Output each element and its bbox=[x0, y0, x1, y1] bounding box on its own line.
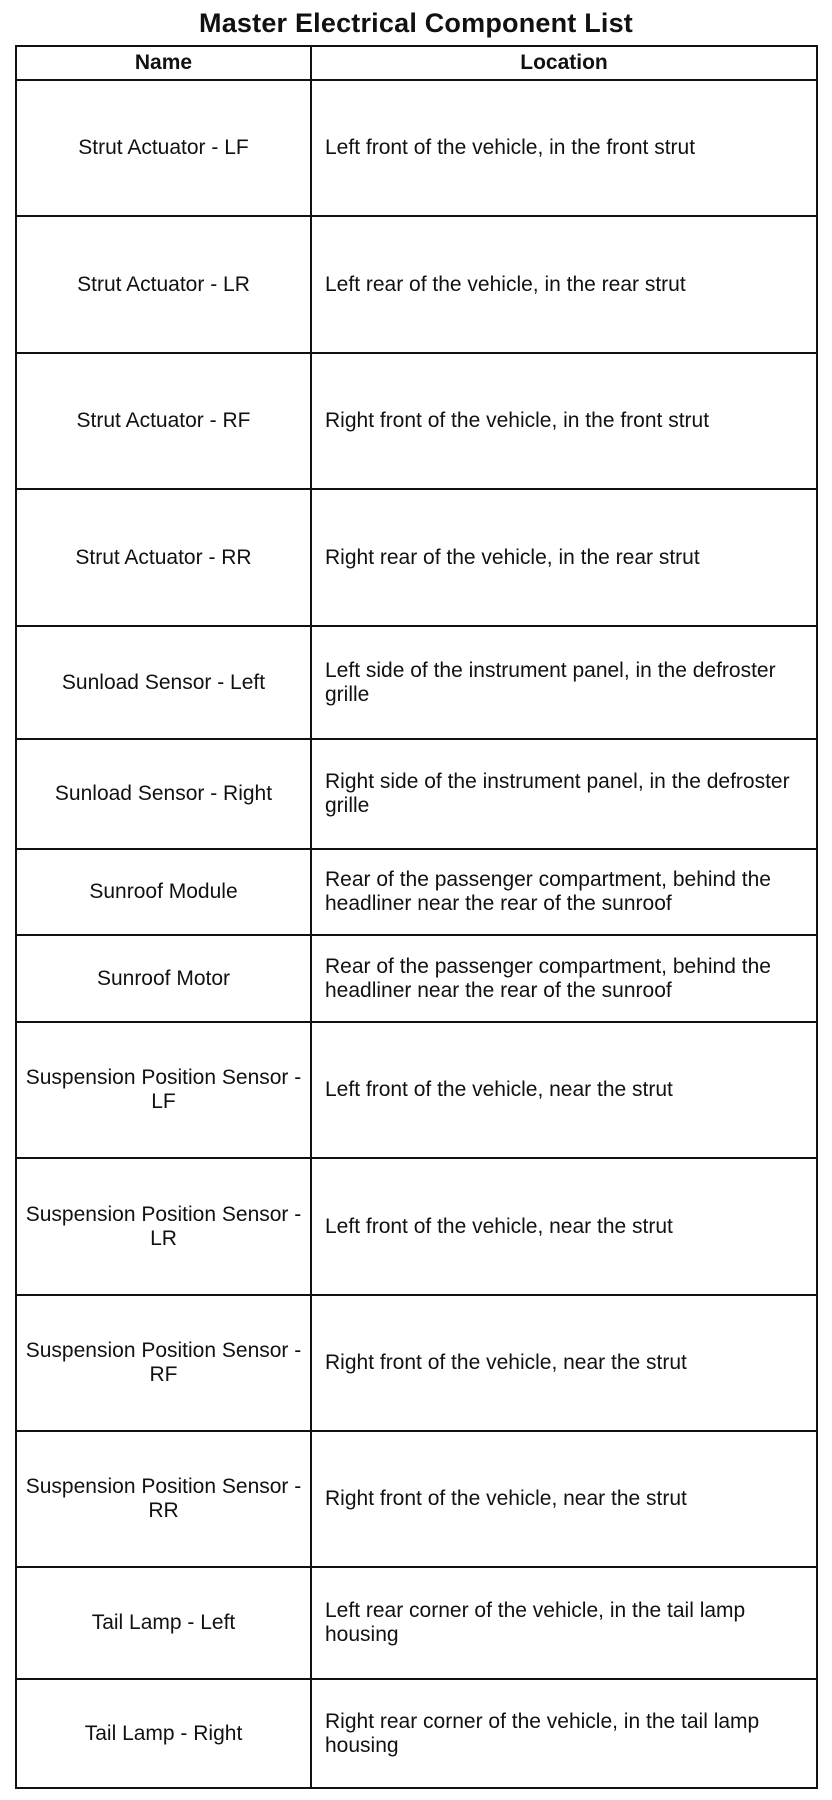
component-location-cell: Right rear corner of the vehicle, in the tail lamp housing bbox=[311, 1679, 817, 1788]
table-row bbox=[16, 489, 817, 626]
component-location-cell: Left front of the vehicle, near the strut bbox=[311, 1022, 817, 1158]
component-location-cell: Right front of the vehicle, near the strut bbox=[311, 1431, 817, 1567]
table-row bbox=[16, 739, 817, 849]
component-location-cell: Rear of the passenger compartment, behind the headliner near the rear of the sunroof bbox=[311, 935, 817, 1022]
name-column-header: Name bbox=[16, 46, 311, 80]
component-name-cell: Sunload Sensor - Left bbox=[16, 626, 311, 739]
component-name-cell: Tail Lamp - Left bbox=[16, 1567, 311, 1679]
component-name-cell: Strut Actuator - RR bbox=[16, 489, 311, 626]
table-row bbox=[16, 935, 817, 1022]
component-location-cell: Left front of the vehicle, near the strut bbox=[311, 1158, 817, 1295]
table-row bbox=[16, 353, 817, 489]
component-location-cell: Right rear of the vehicle, in the rear strut bbox=[311, 489, 817, 626]
component-name-cell: Sunroof Motor bbox=[16, 935, 311, 1022]
table-row bbox=[16, 1431, 817, 1567]
component-name-cell: Strut Actuator - LR bbox=[16, 216, 311, 353]
table-row bbox=[16, 80, 817, 216]
table-row bbox=[16, 1158, 817, 1295]
table-row bbox=[16, 216, 817, 353]
table-header-row bbox=[16, 46, 817, 80]
component-name-cell: Sunload Sensor - Right bbox=[16, 739, 311, 849]
table-row bbox=[16, 849, 817, 935]
component-name-cell: Suspension Position Sensor - LR bbox=[16, 1158, 311, 1295]
component-location-cell: Left rear corner of the vehicle, in the tail lamp housing bbox=[311, 1567, 817, 1679]
component-name-cell: Suspension Position Sensor - LF bbox=[16, 1022, 311, 1158]
component-location-cell: Right front of the vehicle, near the strut bbox=[311, 1295, 817, 1431]
table-row bbox=[16, 1022, 817, 1158]
component-location-cell: Left side of the instrument panel, in the defroster grille bbox=[311, 626, 817, 739]
component-name-cell: Suspension Position Sensor - RR bbox=[16, 1431, 311, 1567]
table-row bbox=[16, 626, 817, 739]
table-row bbox=[16, 1679, 817, 1788]
component-location-cell: Right side of the instrument panel, in the defroster grille bbox=[311, 739, 817, 849]
location-column-header: Location bbox=[311, 46, 817, 80]
component-name-cell: Sunroof Module bbox=[16, 849, 311, 935]
component-location-cell: Right front of the vehicle, in the front strut bbox=[311, 353, 817, 489]
component-location-cell: Left rear of the vehicle, in the rear strut bbox=[311, 216, 817, 353]
component-name-cell: Strut Actuator - LF bbox=[16, 80, 311, 216]
table-row bbox=[16, 1567, 817, 1679]
component-location-cell: Left front of the vehicle, in the front strut bbox=[311, 80, 817, 216]
component-location-cell: Rear of the passenger compartment, behind the headliner near the rear of the sunroof bbox=[311, 849, 817, 935]
component-name-cell: Tail Lamp - Right bbox=[16, 1679, 311, 1788]
page-title: Master Electrical Component List bbox=[199, 8, 633, 38]
table-row bbox=[16, 1295, 817, 1431]
component-name-cell: Strut Actuator - RF bbox=[16, 353, 311, 489]
component-table bbox=[15, 45, 818, 1789]
component-name-cell: Suspension Position Sensor - RF bbox=[16, 1295, 311, 1431]
